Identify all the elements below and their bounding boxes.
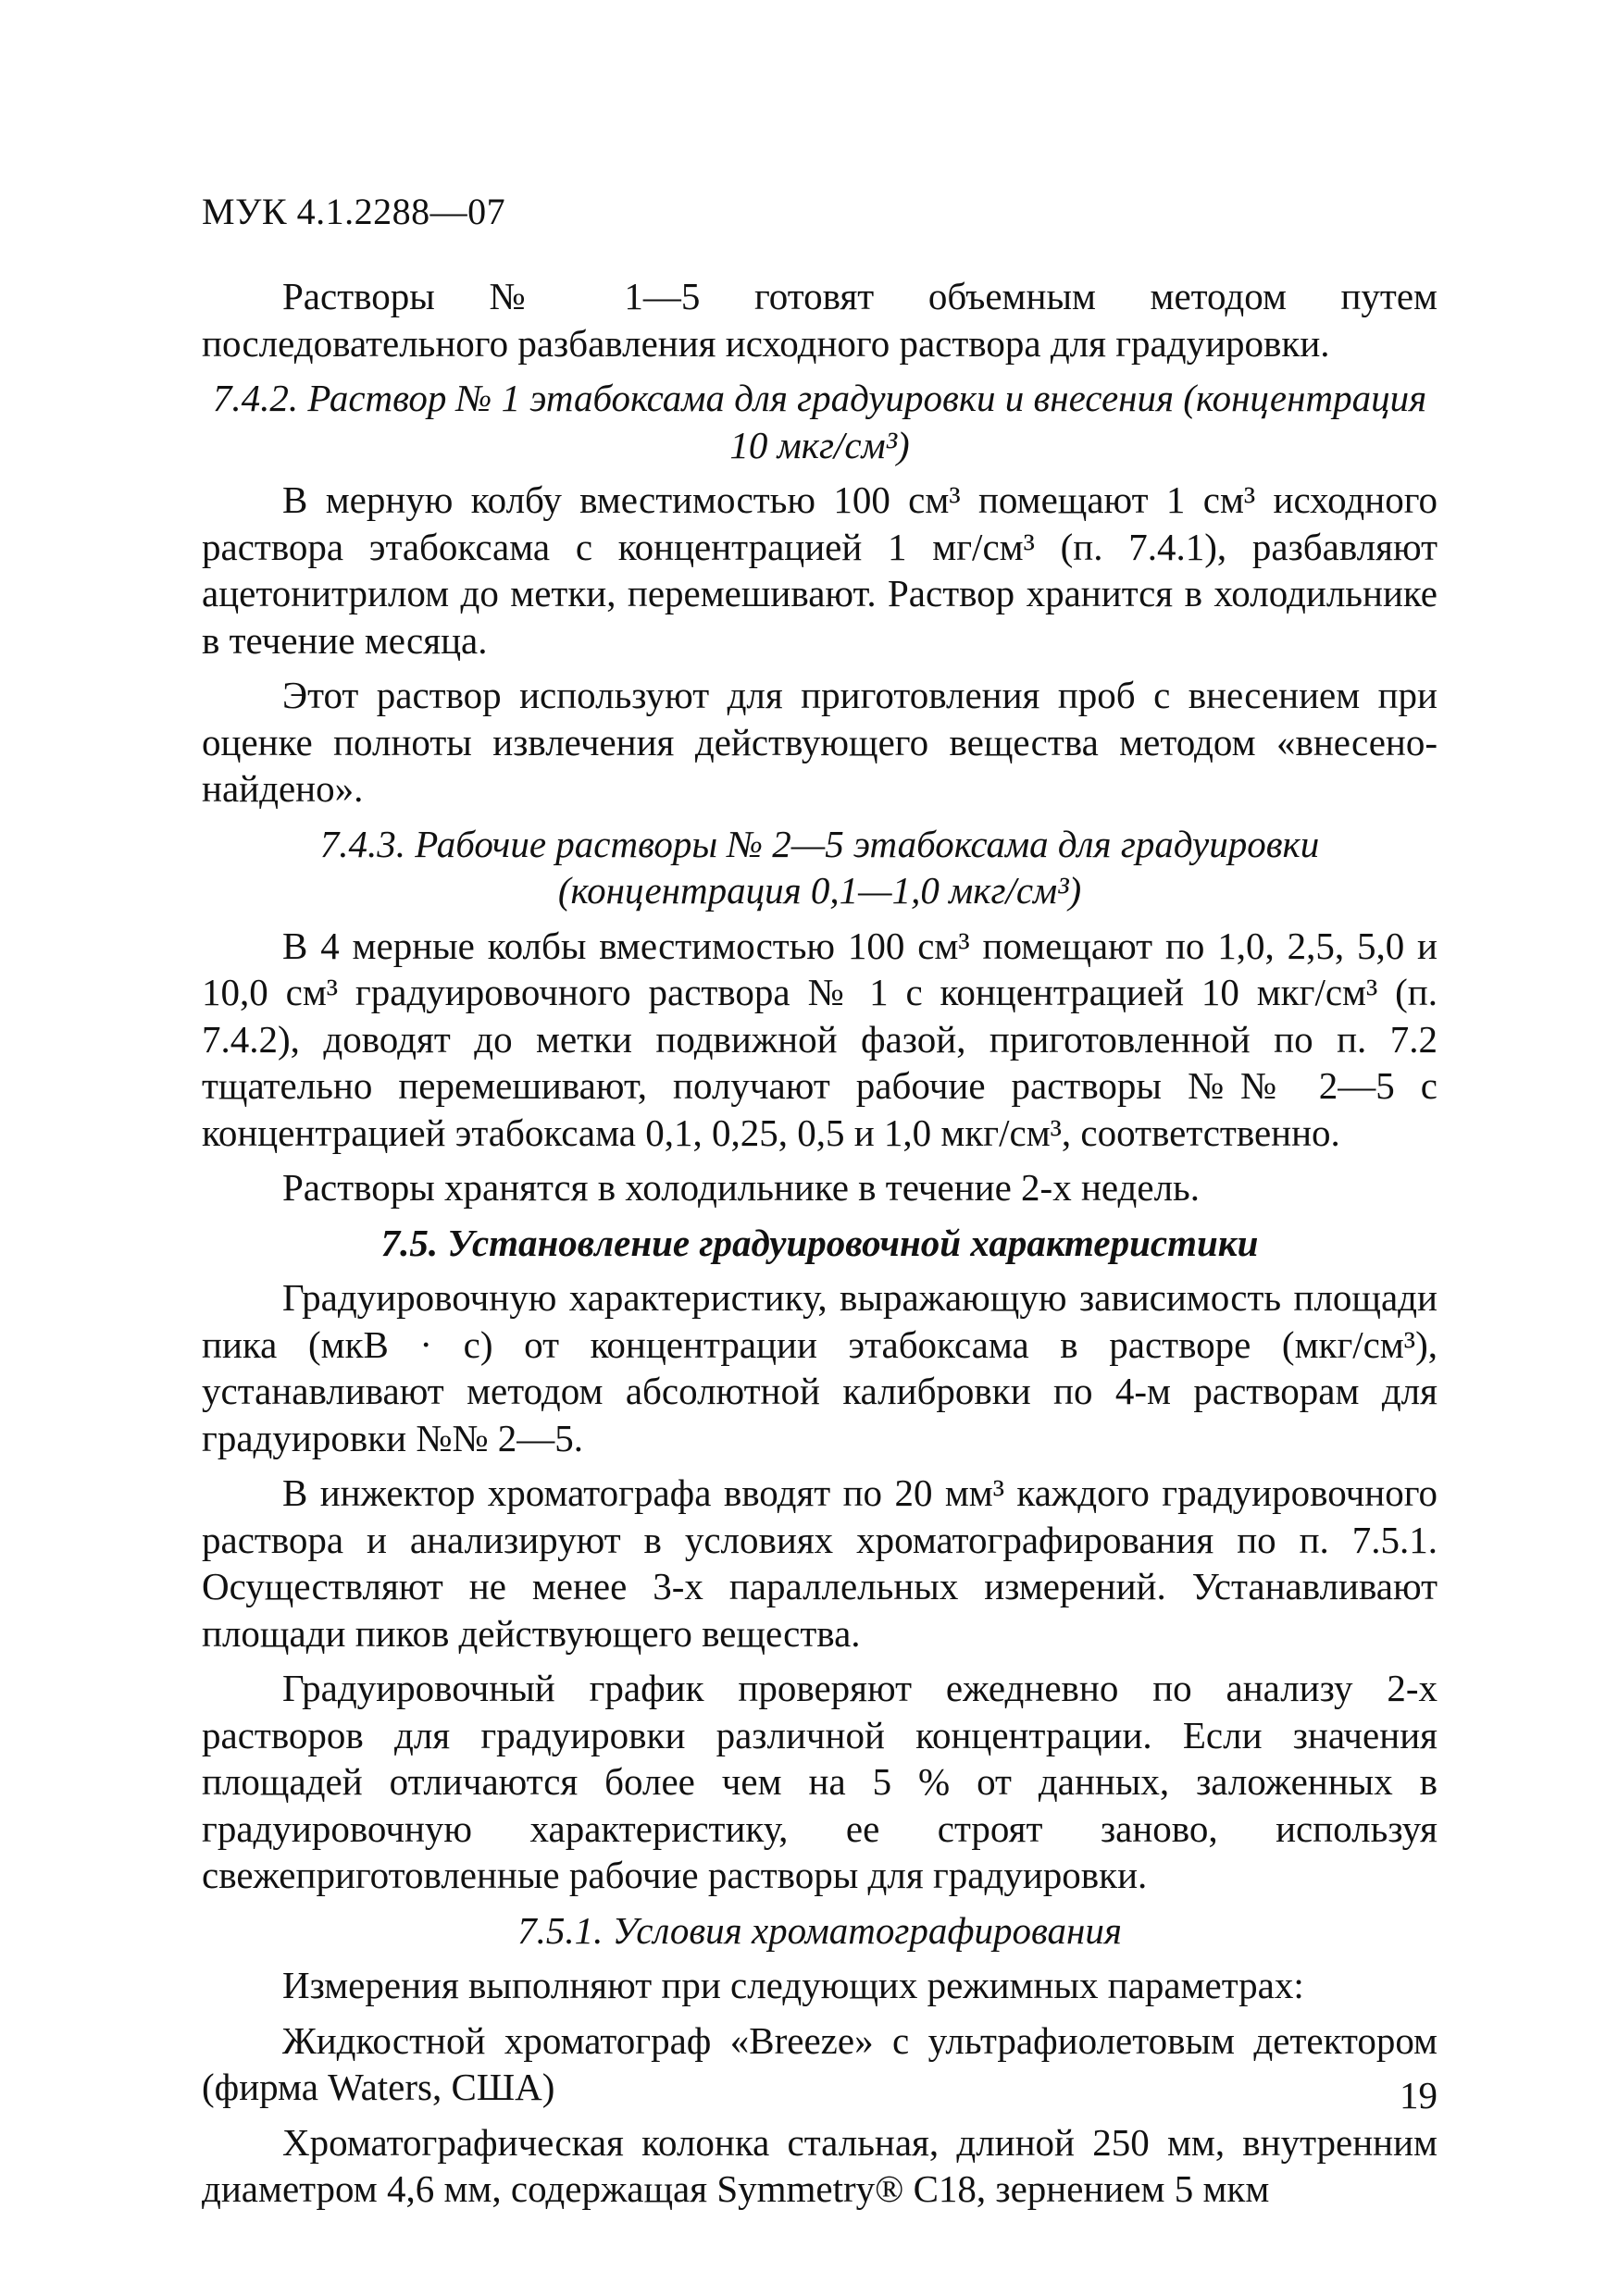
heading-7-4-2: 7.4.2. Раствор № 1 этабоксама для градуировки и внесения (концентрация 10 мкг/см³) <box>212 377 1427 466</box>
paragraph-solutions-1-5: Растворы № 1—5 готовят объемным методом путем последовательного разбавления исходного раствора для градуировки. <box>202 275 1438 365</box>
paragraph-working-solutions-prep: В 4 мерные колбы вместимостью 100 см³ помещают по 1,0, 2,5, 5,0 и 10,0 см³ градуировочного раствора № 1 с концентрацией 10 мкг/см³ (п. 7.4.2), доводят до метки подвижной фазой, приготовленной по п. 7.2 тщательно перемешивают, получают рабочие растворы №№ 2—5 с концентрацией этабоксама 0,1, 0,25, 0,5 и 1,0 мкг/см³, соответственно. <box>202 924 1438 1154</box>
paragraph-daily-check: Градуировочный график проверяют ежедневно по анализу 2-х растворов для градуировки различной концентрации. Если значения площадей отличаются более чем на 5 % от данных, заложенных в градуировочную характеристику, ее строят заново, используя свежеприготовленные рабочие растворы для градуировки. <box>202 1667 1438 1896</box>
paragraph-injection: В инжектор хроматографа вводят по 20 мм³ каждого градуировочного раствора и анализируют в условиях хроматографирования по п. 7.5.1. Осуществляют не менее 3-х параллельных измерений. Устанавливают площади пиков действующего вещества. <box>202 1471 1438 1655</box>
document-code: МУК 4.1.2288—07 <box>202 191 506 232</box>
heading-7-4-3: 7.4.3. Рабочие растворы № 2—5 этабоксама для градуировки (концентрация 0,1—1,0 мкг/см³) <box>319 822 1320 912</box>
heading-7-5-1: 7.5.1. Условия хроматографирования <box>517 1908 1122 1952</box>
paragraph-calibration-characteristic: Градуировочную характеристику, выражающую зависимость площади пика (мкВ · с) от концентрации этабоксама в растворе (мкг/см³), устанавливают методом абсолютной калибровки по 4-м растворам для градуировки №№ 2—5. <box>202 1276 1438 1459</box>
page-body <box>202 273 1438 2221</box>
paragraph-parameters-intro: Измерения выполняют при следующих режимных параметрах: <box>282 1964 1304 2006</box>
paragraph-chromatograph: Жидкостной хроматограф «Breeze» с ультрафиолетовым детектором (фирма Waters, США) <box>202 2018 1438 2108</box>
paragraph-storage: Растворы хранятся в холодильнике в течение 2-х недель. <box>282 1166 1201 1209</box>
heading-7-5: 7.5. Установление градуировочной характеристики <box>380 1221 1259 1264</box>
page-number: 19 <box>1400 2074 1438 2116</box>
paragraph-solution-1-prep: В мерную колбу вместимостью 100 см³ помещают 1 см³ исходного раствора этабоксама с концентрацией 1 мг/см³ (п. 7.4.1), разбавляют ацетонитрилом до метки, перемешивают. Раствор хранится в холодильнике в течение месяца. <box>202 478 1438 662</box>
paragraph-column: Хроматографическая колонка стальная, длиной 250 мм, внутренним диаметром 4,6 мм, содержащая Symmetry® C18, зернением 5 мкм <box>202 2120 1438 2210</box>
paragraph-solution-1-usage: Этот раствор используют для приготовления проб с внесением при оценке полноты извлечения действующего вещества методом «внесено-найдено». <box>202 674 1438 810</box>
